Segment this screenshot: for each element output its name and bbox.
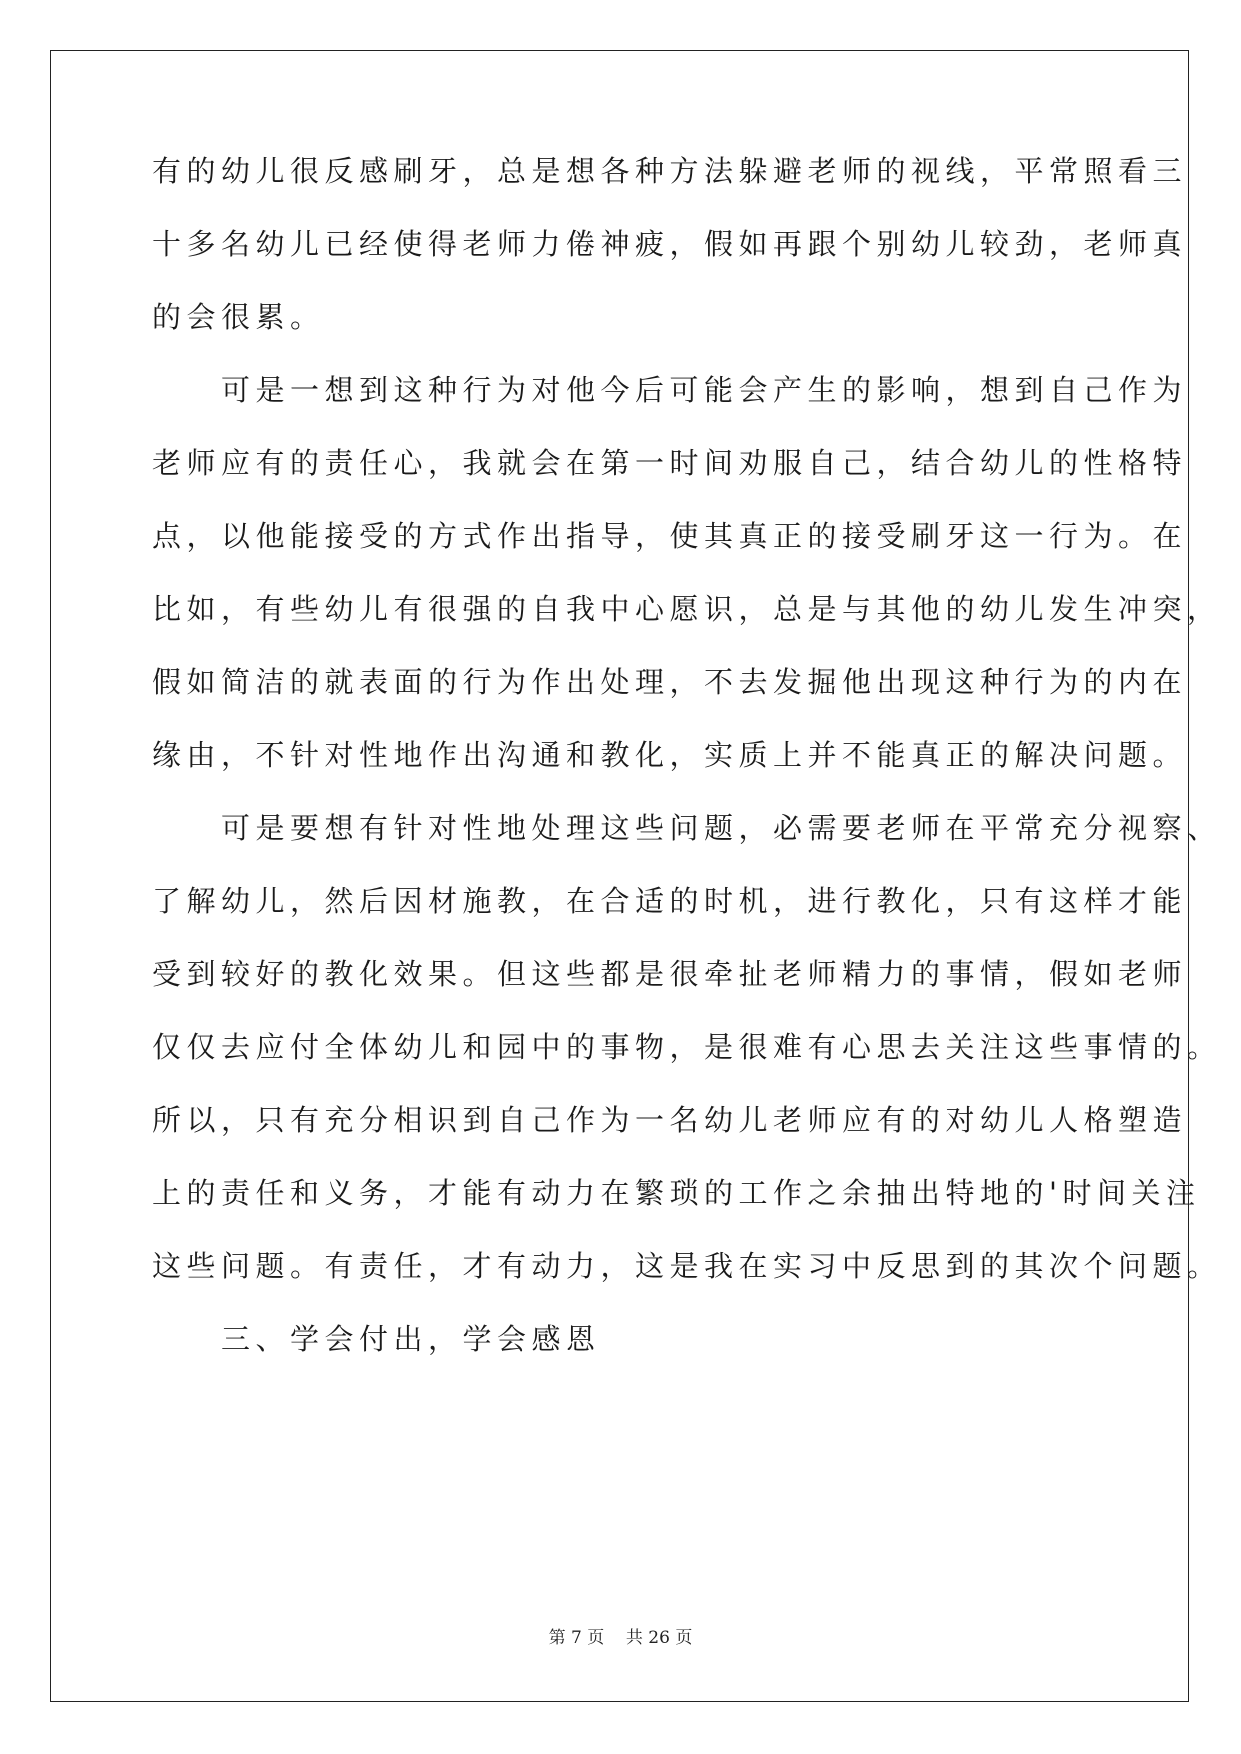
- text-line: 有的幼儿很反感刷牙，总是想各种方法躲避老师的视线，平常照看三: [152, 154, 1188, 188]
- text-line: 受到较好的教化效果。但这些都是很牵扯老师精力的事情，假如老师: [152, 957, 1188, 991]
- page-footer: [0, 1627, 1241, 1649]
- text-line: 这些问题。有责任，才有动力，这是我在实习中反思到的其次个问题。: [152, 1249, 1222, 1283]
- page-number: 第 7 页 共 26 页: [548, 1628, 693, 1648]
- paragraph-start-line: 可是一想到这种行为对他今后可能会产生的影响，想到自己作为: [152, 373, 1188, 407]
- text-line: 十多名幼儿已经使得老师力倦神疲，假如再跟个别幼儿较劲，老师真: [152, 227, 1188, 261]
- text-line: 假如简洁的就表面的行为作出处理，不去发掘他出现这种行为的内在: [152, 665, 1188, 699]
- text-line: 上的责任和义务，才能有动力在繁琐的工作之余抽出特地的'时间关注: [152, 1176, 1201, 1210]
- text-line: 仅仅去应付全体幼儿和园中的事物，是很难有心思去关注这些事情的。: [152, 1030, 1222, 1064]
- text-line: 所以，只有充分相识到自己作为一名幼儿老师应有的对幼儿人格塑造: [152, 1103, 1188, 1137]
- text-line: 缘由，不针对性地作出沟通和教化，实质上并不能真正的解决问题。: [152, 738, 1188, 772]
- text-line: 比如，有些幼儿有很强的自我中心愿识，总是与其他的幼儿发生冲突，: [152, 592, 1222, 626]
- text-line: 点，以他能接受的方式作出指导，使其真正的接受刷牙这一行为。在: [152, 519, 1188, 553]
- text-line: 的会很累。: [152, 300, 325, 334]
- text-line: 了解幼儿，然后因材施教，在合适的时机，进行教化，只有这样才能: [152, 884, 1188, 918]
- text-line: 老师应有的责任心，我就会在第一时间劝服自己，结合幼儿的性格特: [152, 446, 1188, 480]
- section-heading: 三、学会付出，学会感恩: [152, 1322, 601, 1356]
- paragraph-start-line: 可是要想有针对性地处理这些问题，必需要老师在平常充分视察、: [152, 811, 1222, 845]
